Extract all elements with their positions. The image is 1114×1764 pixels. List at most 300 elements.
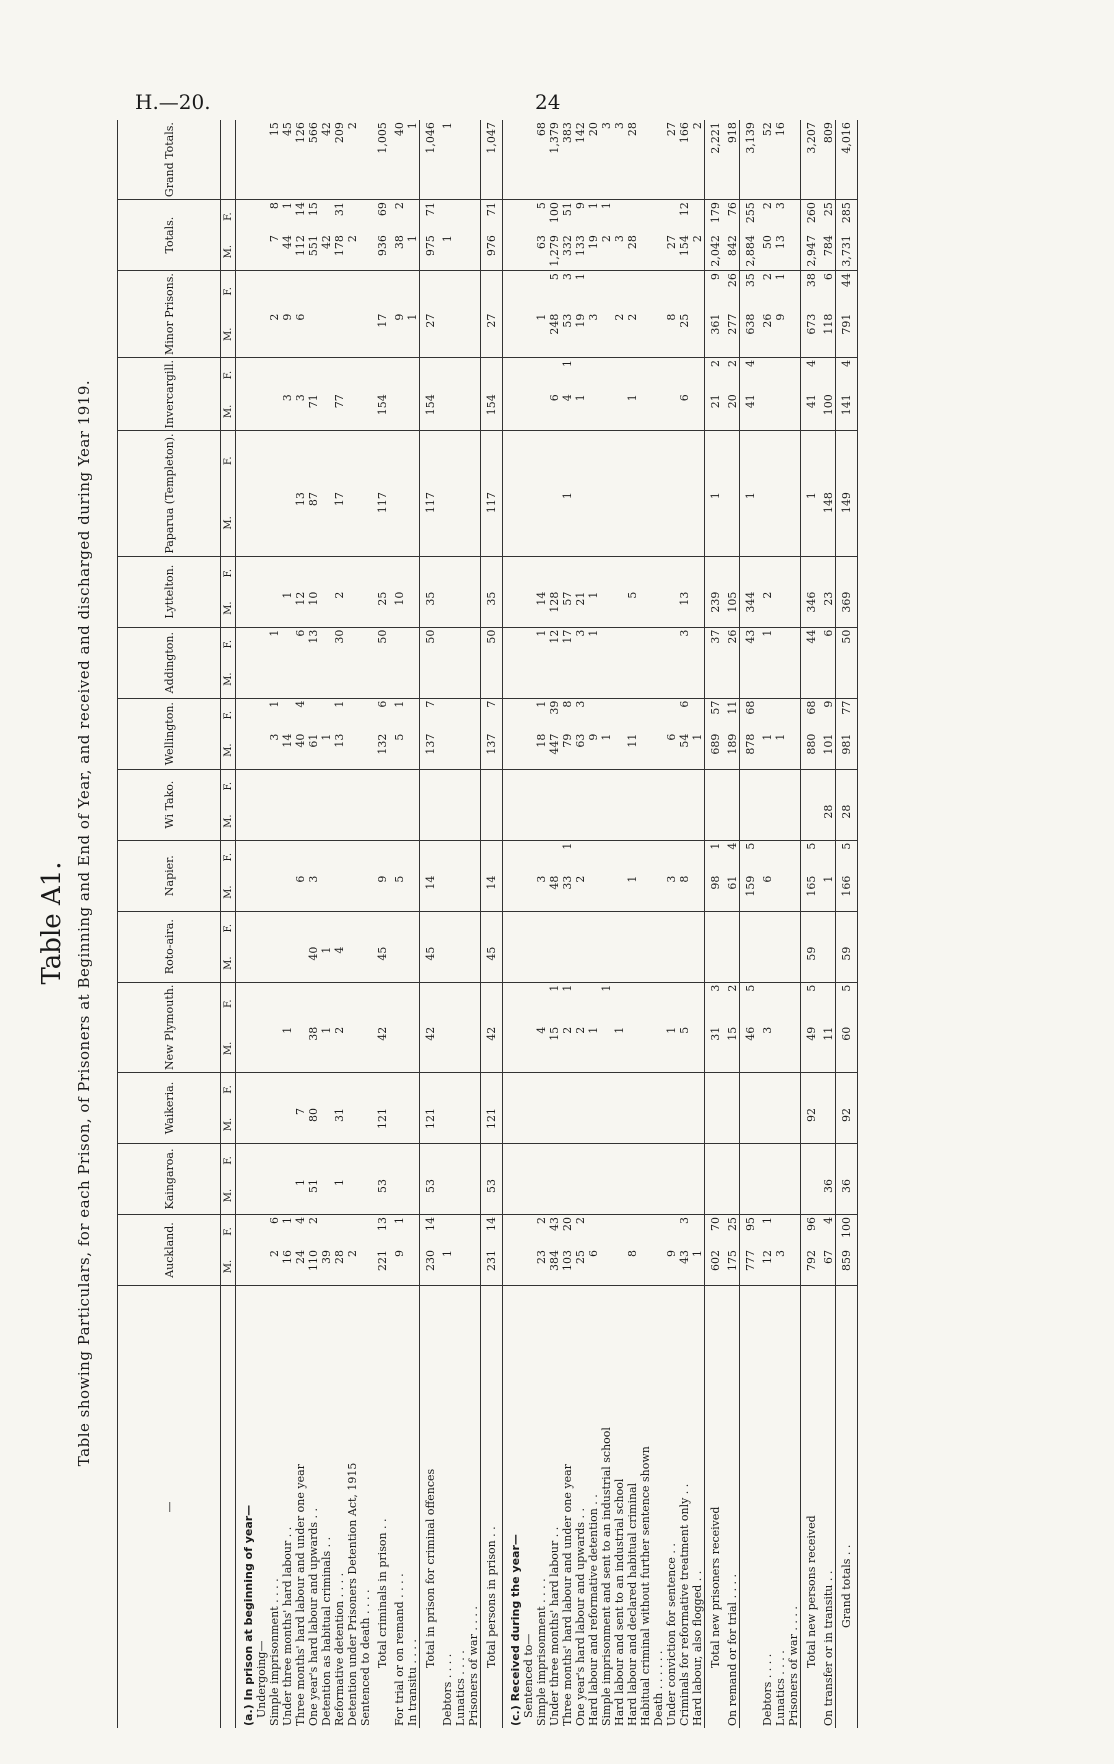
female-count-cell [454,1215,467,1249]
female-count-cell [406,840,420,874]
male-count-cell [393,392,406,431]
male-count-cell [691,803,705,841]
female-count-cell: 4 [744,360,757,368]
blank-cell [503,490,523,556]
female-count-cell [307,698,320,732]
female-count-cell [740,911,762,945]
male-count-cell: 791 [836,312,858,358]
female-count-cell [574,358,587,393]
grand-total-cell: 3 [613,120,626,199]
male-count-cell [705,1106,727,1144]
male-count-cell [467,312,481,358]
male-count-cell: 15 [726,1025,740,1073]
male-header: M. [221,1177,236,1215]
male-count-cell [406,803,420,841]
male-count-cell: 14 [281,732,294,770]
female-count-cell [761,840,774,874]
male-count-cell [281,1106,294,1144]
male-count-cell: 1 [281,590,294,628]
female-count-cell [836,1144,858,1178]
female-count-cell [587,1215,600,1249]
male-count-cell: 2 [626,312,639,358]
female-count-cell [613,1073,626,1107]
male-count-cell: 10 [307,590,320,628]
male-count-cell: 1 [600,732,613,770]
male-count-cell: 154 [481,392,503,431]
female-count-cell: 2 [726,982,740,1025]
female-count-cell [372,358,393,393]
female-count-cell [535,271,548,312]
female-count-cell [467,271,481,312]
female-count-cell [705,911,727,945]
female-count-cell [626,556,639,590]
male-count-cell [600,945,613,983]
female-count-cell [359,840,372,874]
male-count-cell: 61 [307,732,320,770]
male-count-cell: 25 [678,312,691,358]
male-count-cell [454,312,467,358]
table-row [561,120,574,1728]
blank-cell [236,769,256,803]
female-count-cell [441,1073,454,1107]
male-count-cell [678,803,691,841]
prison-column-header: Kaingaroa. [118,1144,221,1215]
female-count-cell: 68 [744,700,757,715]
table-row [535,120,548,1728]
table-row [467,120,481,1728]
grand-total-cell: 27 [665,120,678,199]
female-count-cell [372,1073,393,1107]
male-count-cell [294,803,307,841]
prison-column-header: Wellington. [118,698,221,769]
male-count-cell [613,590,626,628]
prison-column-header: Totals. [118,200,221,271]
grand-total-cell: 52 [761,120,774,199]
male-count-cell [626,661,639,699]
female-count-cell [652,911,665,945]
female-count-cell [346,982,359,1025]
blank-cell [255,911,268,945]
male-count-cell [613,945,626,983]
male-count-cell [787,874,801,912]
male-count-cell [626,490,639,556]
female-count-cell [600,627,613,661]
female-count-cell: 2 [761,202,774,210]
grand-total-cell: 1,046 [420,120,442,199]
male-count-cell: 27 [665,233,678,271]
table-row [613,120,626,1728]
male-count-cell [761,803,774,841]
row-label: Total new persons received [805,1515,818,1668]
male-count-cell: 3 [665,874,678,912]
male-count-cell: 1 [774,732,787,770]
female-count-cell [774,1215,787,1249]
male-count-cell: 1 [665,1025,678,1073]
male-count-cell: 6 [761,874,774,912]
female-count-cell [320,358,333,393]
female-count-cell [406,1144,420,1178]
blank-cell [522,1073,535,1107]
female-count-cell: 30 [333,629,346,644]
male-count-cell [836,661,858,699]
male-header: M. [221,803,236,841]
male-count-cell [822,1106,836,1144]
female-count-cell [333,911,346,945]
male-header: M. [221,312,236,358]
female-count-cell [294,840,307,874]
blank-cell [522,874,535,912]
row-label: Lunatics . . . . [454,1650,467,1726]
female-count-cell [406,200,420,234]
female-count-cell [372,1144,393,1178]
female-count-cell [281,982,294,1025]
male-count-cell [406,590,420,628]
female-count-cell [307,1144,320,1178]
male-count-cell: 551 [307,233,320,271]
female-count-cell [294,431,307,490]
female-count-cell [393,271,406,312]
female-count-cell [691,431,705,490]
female-count-cell: 9 [822,700,835,708]
male-count-cell: 117 [481,490,503,556]
female-header: F. [221,1073,236,1107]
male-count-cell [678,1106,691,1144]
blank-cell [255,1144,268,1178]
male-count-cell [454,874,467,912]
blank-cell [522,982,535,1025]
table-row [393,120,406,1728]
male-count-cell: 2,042 [705,233,727,271]
female-count-cell: 1 [535,629,548,637]
male-count-cell: 1 [613,1025,626,1073]
female-count-cell [333,271,346,312]
male-count-cell [441,732,454,770]
male-count-cell [787,392,801,431]
female-count-cell [678,358,691,393]
male-count-cell: 154 [678,233,691,271]
female-count-cell [333,982,346,1025]
female-count-cell [441,840,454,874]
male-count-cell [574,803,587,841]
male-count-cell: 14 [481,874,503,912]
female-count-cell [587,556,600,590]
table-row [268,120,281,1728]
table-row [281,120,294,1728]
female-count-cell: 95 [744,1217,757,1231]
male-count-cell: 1 [574,392,587,431]
section-row [503,120,523,1728]
grand-total-cell [787,120,801,199]
table-row [320,120,333,1728]
female-count-cell [346,1144,359,1178]
female-count-cell [836,769,858,803]
male-count-cell: 689 [705,732,727,770]
female-count-cell [652,1144,665,1178]
female-count-cell [320,982,333,1025]
male-count-cell: 67 [822,1248,836,1286]
blank-cell [255,392,268,431]
male-count-cell: 39 [320,1248,333,1286]
blank-cell [236,556,256,590]
row-label: Prisoners of war . . . . [467,1286,481,1729]
female-count-cell [535,769,548,803]
blank-cell [255,698,268,732]
male-count-cell [535,490,548,556]
table-body [236,120,858,1728]
male-count-cell [535,661,548,699]
female-count-cell [359,271,372,312]
prison-column-header: Minor Prisons. [118,271,221,358]
female-count-cell [406,1215,420,1249]
grand-total-cell: 16 [774,120,787,199]
female-count-cell [346,840,359,874]
male-count-cell: 1 [320,945,333,983]
male-count-cell [626,1177,639,1215]
male-count-cell [740,945,762,983]
male-count-cell: 4 [561,392,574,431]
female-count-cell: 1 [574,273,587,281]
male-count-cell [574,661,587,699]
total-row [420,120,442,1728]
female-count-cell [294,271,307,312]
female-count-cell [574,911,587,945]
female-count-cell: 37 [709,629,722,644]
male-count-cell [561,945,574,983]
male-count-cell: 344 [740,590,762,628]
male-count-cell [726,1177,740,1215]
male-count-cell: 673 [801,312,823,358]
female-count-cell [774,698,787,732]
male-count-cell [481,661,503,699]
female-count-cell [574,840,587,874]
female-count-cell [613,200,626,234]
female-count-cell [393,556,406,590]
female-count-cell [359,1073,372,1107]
male-count-cell [441,1025,454,1073]
grand-total-subheader [221,120,236,199]
male-count-cell [639,803,652,841]
row-label: In transitu . . . . [406,1286,420,1729]
male-count-cell: 189 [726,732,740,770]
female-count-cell: 12 [678,202,691,217]
blank-cell [503,1106,523,1144]
female-count-cell: 5 [836,982,858,1025]
male-count-cell: 45 [420,945,442,983]
blank-cell [503,732,523,770]
male-count-cell [761,661,774,699]
male-count-cell [626,945,639,983]
male-count-cell: 19 [587,233,600,271]
male-count-cell: 602 [705,1248,727,1286]
female-count-cell [787,358,801,393]
female-count-cell [600,698,613,732]
male-count-cell: 53 [481,1177,503,1215]
male-count-cell [535,803,548,841]
female-count-cell [652,271,665,312]
female-count-cell [613,358,626,393]
female-count-cell [393,1073,406,1107]
male-count-cell [454,1106,467,1144]
female-count-cell [740,769,762,803]
row-label: One year's hard labour and upwards . . [307,1507,320,1726]
grand-total-cell: 45 [281,120,294,199]
male-count-cell [639,590,652,628]
female-count-cell [441,358,454,393]
female-count-cell [346,271,359,312]
female-count-cell [393,769,406,803]
blank-cell [503,1144,523,1178]
blank-cell [236,200,256,234]
female-count-cell [393,627,406,661]
female-count-cell [548,358,561,393]
blank-cell [236,732,256,770]
row-label: Prisoners of war . . . . [787,1286,801,1729]
female-count-cell [372,271,393,312]
female-count-cell [372,840,393,874]
female-header: F. [221,1144,236,1178]
blank-cell [522,1106,535,1144]
male-count-cell [678,1177,691,1215]
male-count-cell [320,590,333,628]
female-count-cell: 70 [709,1217,722,1231]
blank-cell [503,769,523,803]
male-count-cell [346,874,359,912]
male-count-cell [652,392,665,431]
row-label: (a.) In prison at beginning of year— [242,1504,255,1726]
female-count-cell [774,911,787,945]
female-count-cell [406,431,420,490]
blank-cell [255,556,268,590]
male-count-cell: 2 [346,1248,359,1286]
male-count-cell [281,803,294,841]
female-count-cell [587,1073,600,1107]
male-count-cell [268,803,281,841]
female-count-cell [626,200,639,234]
male-count-cell [613,1248,626,1286]
male-count-cell: 28 [836,803,858,841]
female-count-cell [787,769,801,803]
table-row [726,120,740,1728]
female-header: F. [221,769,236,803]
female-count-cell [822,1073,836,1107]
table-row [626,120,639,1728]
female-count-cell [281,911,294,945]
male-count-cell: 23 [535,1248,548,1286]
male-count-cell: 48 [548,874,561,912]
male-count-cell [652,590,665,628]
blank-cell [522,233,535,271]
female-count-cell [600,431,613,490]
blank-cell [255,1248,268,1286]
female-count-cell [787,556,801,590]
female-count-cell [787,911,801,945]
female-count-cell [691,627,705,661]
female-count-cell [801,911,823,945]
female-count-cell [761,556,774,590]
female-count-cell [393,1144,406,1178]
female-count-cell [281,1144,294,1178]
blank-cell [522,698,535,732]
male-count-cell [372,803,393,841]
male-count-cell: 1 [626,392,639,431]
grand-total-cell: 15 [268,120,281,199]
male-count-cell [359,803,372,841]
prison-column-header: Roto-aira. [118,911,221,982]
table-caption: Table showing Particulars, for each Prison, of Prisoners at Beginning and End of Year, and received and discharged during Year 1919. [75,379,93,1467]
blank-cell [255,627,268,661]
male-count-cell [535,945,548,983]
male-count-cell [678,490,691,556]
male-header: M. [221,1025,236,1073]
female-count-cell [561,769,574,803]
female-count-cell [678,1073,691,1107]
male-count-cell: 1 [281,1025,294,1073]
male-count-cell: 13 [294,490,307,556]
male-count-cell: 1 [801,490,823,556]
grand-total-cell: 142 [574,120,587,199]
male-count-cell [665,392,678,431]
female-count-cell: 2 [709,360,722,368]
female-count-cell [639,769,652,803]
female-count-cell: 2 [761,273,774,281]
grand-total-cell: 1,047 [481,120,503,199]
description-subheader [221,1286,236,1729]
blank-cell [522,556,535,590]
grand-total-cell [359,120,372,199]
female-count-cell [441,769,454,803]
male-count-cell [441,803,454,841]
male-count-cell: 2 [761,590,774,628]
male-count-cell [467,490,481,556]
female-count-cell [774,556,787,590]
blank-cell [236,945,256,983]
row-label: On remand or for trial . . . . [726,1286,740,1729]
male-count-cell [652,874,665,912]
male-count-cell: 3 [535,874,548,912]
female-count-cell: 68 [805,700,818,715]
male-count-cell [359,874,372,912]
female-count-cell [359,431,372,490]
male-count-cell: 361 [705,312,727,358]
female-count-cell [691,271,705,312]
female-count-cell [761,698,774,732]
male-count-cell: 7 [268,233,281,271]
table-row [639,120,652,1728]
female-count-cell [691,200,705,234]
female-count-cell [678,769,691,803]
blank-cell [255,732,268,770]
male-count-cell [587,945,600,983]
table-row [441,120,454,1728]
male-count-cell: 42 [372,1025,393,1073]
blank-cell [503,698,523,732]
male-count-cell [393,490,406,556]
blank-cell [503,590,523,628]
female-count-cell [652,769,665,803]
female-count-cell: 1 [548,984,561,992]
rotated-table-block [35,118,1070,1728]
male-count-cell: 936 [372,233,393,271]
male-count-cell [587,490,600,556]
female-count-cell: 26 [726,627,740,661]
male-count-cell: 117 [420,490,442,556]
male-count-cell: 2 [268,1248,281,1286]
female-count-cell [613,698,626,732]
table-row [587,120,600,1728]
female-count-cell: 1 [709,842,722,850]
female-count-cell: 5 [535,202,548,210]
male-count-cell [639,874,652,912]
